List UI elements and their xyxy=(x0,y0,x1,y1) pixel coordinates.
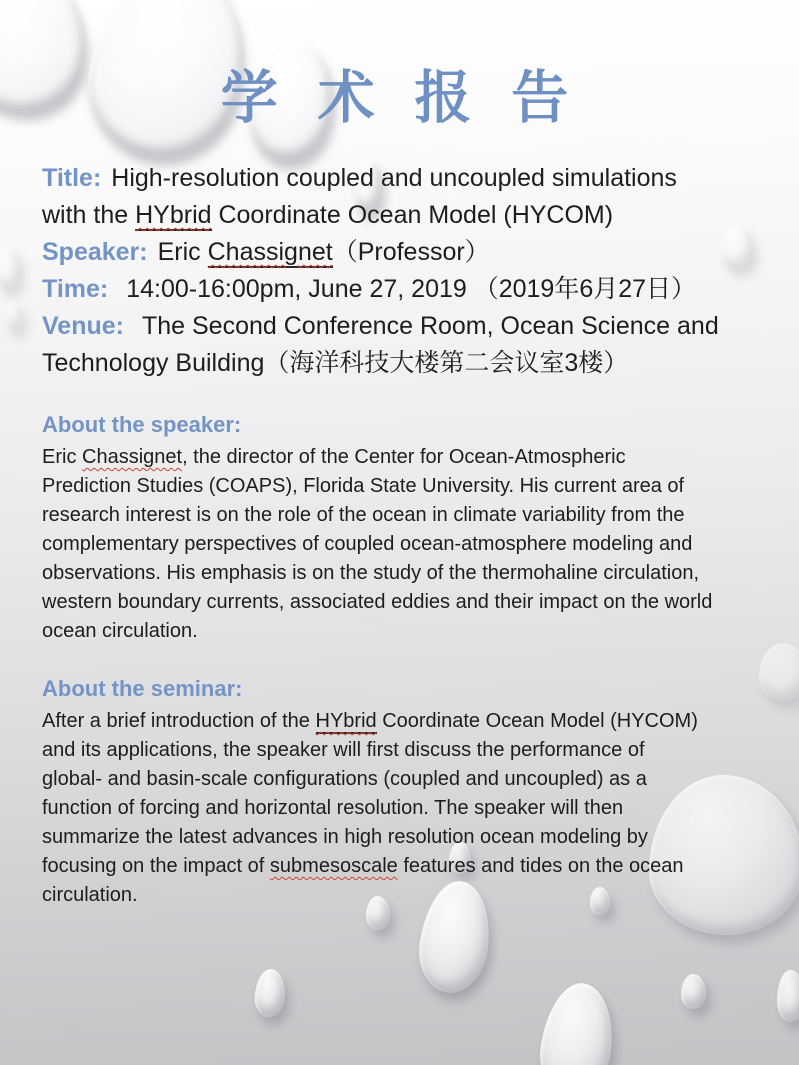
about-seminar-line-5: summarize the latest advances in high resolution ocean modeling by xyxy=(42,826,648,848)
about-speaker-line-4: complementary perspectives of coupled ocean-atmosphere modeling and xyxy=(42,533,693,555)
water-droplet-icon xyxy=(681,974,706,1009)
title-line-2 xyxy=(42,197,773,234)
speaker-name-pre: Eric xyxy=(157,238,208,266)
about-seminar-line-1 xyxy=(42,707,773,736)
about-speaker-line-6: western boundary currents, associated eddies and their impact on the world xyxy=(42,591,713,613)
water-droplet-icon xyxy=(253,968,286,1018)
about-seminar-line-3: global- and basin-scale configurations (coupled and uncoupled) as a xyxy=(42,768,647,790)
speaker-surname: Chassignet xyxy=(207,238,333,266)
page-title: 学 术 报 告 xyxy=(220,64,579,131)
water-droplet-icon xyxy=(0,246,20,290)
speaker-label: Speaker: xyxy=(42,238,148,266)
about-seminar-line-2: and its applications, the speaker will first discuss the performance of xyxy=(42,739,645,761)
title-text-1: High-resolution coupled and uncoupled simulations xyxy=(111,164,677,192)
speaker-line xyxy=(42,234,773,271)
poster-content xyxy=(42,160,773,910)
about-speaker-heading: About the speaker: xyxy=(42,412,242,437)
submesoscale-spellcheck: submesoscale xyxy=(269,855,398,877)
about-seminar-line-7: circulation. xyxy=(42,884,138,906)
title-label: Title: xyxy=(42,164,102,192)
about-speaker-line-1 xyxy=(42,443,773,472)
venue-line-2 xyxy=(42,345,773,382)
about-speaker-line-5: observations. His emphasis is on the study of the thermohaline circulation, xyxy=(42,562,700,584)
venue-line-1 xyxy=(42,308,773,345)
about-seminar-text: features and tides on the ocean xyxy=(397,855,684,877)
about-speaker-text: Eric xyxy=(42,446,82,468)
time-value: 14:00-16:00pm, June 27, 2019 （2019年6月27日） xyxy=(126,275,697,303)
seminar-info-block xyxy=(42,160,773,382)
about-seminar-line-6 xyxy=(42,852,773,881)
water-droplet-icon xyxy=(5,301,23,331)
water-droplet-icon xyxy=(777,970,799,1022)
speaker-surname-spellcheck: Chassignet xyxy=(82,446,183,468)
about-seminar-heading: About the seminar: xyxy=(42,676,243,701)
about-speaker-text: , the director of the Center for Ocean-Atmospheric xyxy=(182,446,626,468)
about-seminar-text: focusing on the impact of xyxy=(42,855,270,877)
title-text-2-post: Coordinate Ocean Model (HYCOM) xyxy=(211,201,614,229)
about-seminar-line-4: function of forcing and horizontal resolution. The speaker will then xyxy=(42,797,624,819)
about-speaker-line-7: ocean circulation. xyxy=(42,620,198,642)
time-line xyxy=(42,271,773,308)
hybrid-underlined-word: HYbrid xyxy=(315,710,377,732)
title-line-1 xyxy=(42,160,773,197)
title-text-2-pre: with the xyxy=(42,201,136,229)
about-speaker-line-3: research interest is on the role of the ocean in climate variability from the xyxy=(42,504,685,526)
time-label: Time: xyxy=(42,275,109,303)
venue-text-2: Technology Building（海洋科技大楼第二会议室3楼） xyxy=(42,349,629,377)
about-seminar-text: Coordinate Ocean Model (HYCOM) xyxy=(376,710,698,732)
water-droplet-icon xyxy=(534,978,619,1065)
about-seminar-text: After a brief introduction of the xyxy=(42,710,316,732)
venue-text-1: The Second Conference Room, Ocean Science and xyxy=(141,312,719,340)
about-seminar-section xyxy=(42,674,773,910)
venue-label: Venue: xyxy=(42,312,124,340)
about-speaker-line-2: Prediction Studies (COAPS), Florida State University. His current area of xyxy=(42,475,685,497)
about-speaker-section xyxy=(42,410,773,646)
speaker-title: （Professor） xyxy=(332,238,490,266)
title-underlined-word: HYbrid xyxy=(135,201,212,229)
